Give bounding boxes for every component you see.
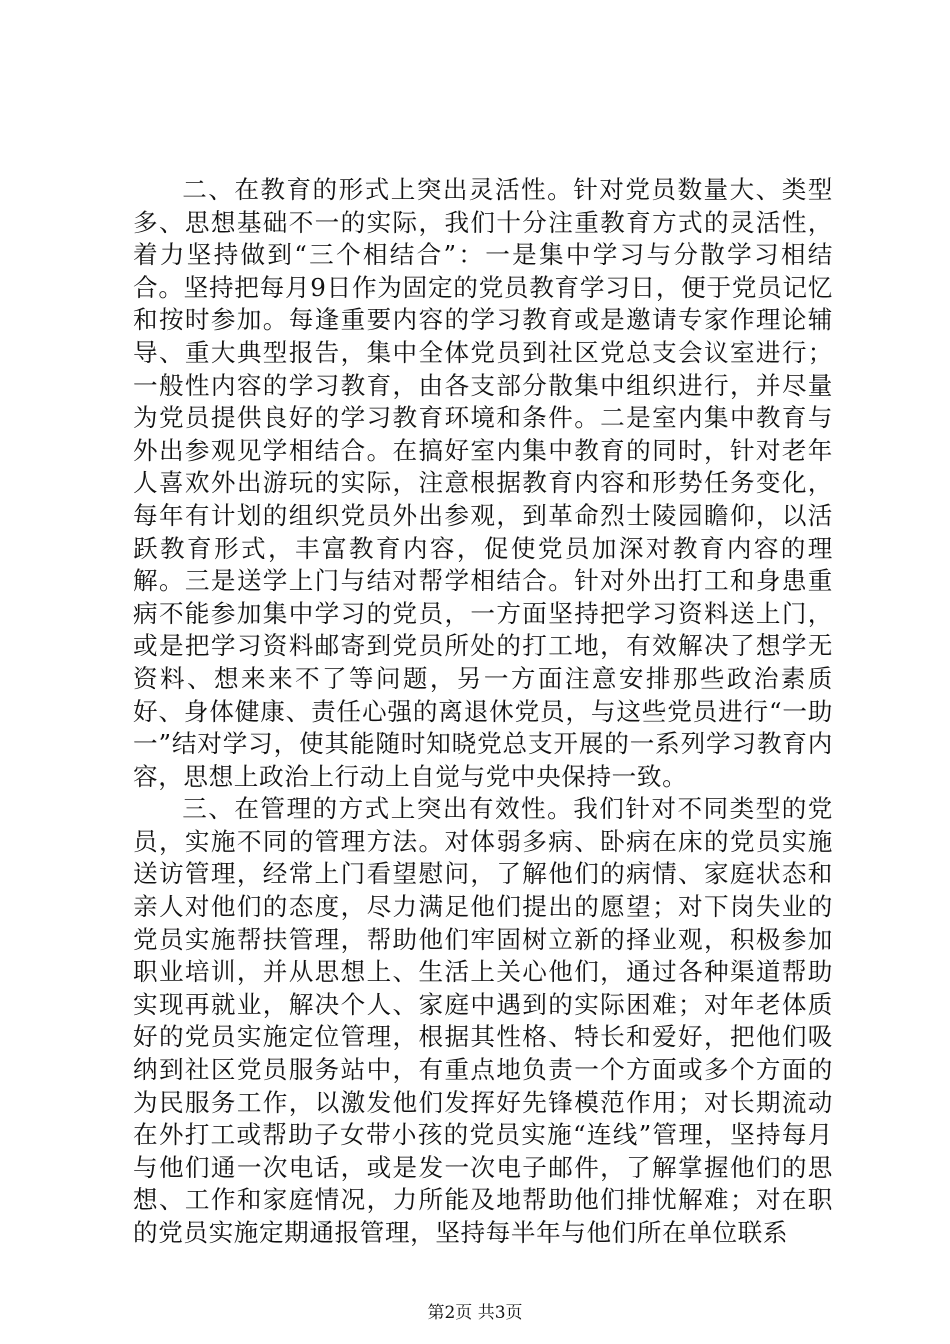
paragraph-management-method: 三、在管理的方式上突出有效性。我们针对不同类型的党员，实施不同的管理方法。对体弱多病、卧病在床的党员实施送访管理，经常上门看望慰问，了解他们的病情、家庭状态和亲人对他们的态度，尽力满足他们提出的愿望；对下岗失业的党员实施帮扶管理，帮助他们牢固树立新的择业观，积极参加职业培训，并从思想上、生活上关心他们，通过各种渠道帮助实现再就业，解决个人、家庭中遇到的实际困难；对年老体质好的党员实施定位管理，根据其性格、特长和爱好，把他们吸纳到社区党员服务站中，有重点地负责一个方面或多个方面的为民服务工作，以激发他们发挥好先锋模范作用；对长期流动在外打工或帮助子女带小孩的党员实施“连线”管理，坚持每月与他们通一次电话，或是发一次电子邮件，了解掌握他们的思想、工作和家庭情况，力所能及地帮助他们排忧解难；对在职的党员实施定期通报管理，坚持每半年与他们所在单位联系 — [133, 794, 833, 1247]
page-footer: 第2页 共3页 — [427, 1303, 523, 1323]
document-body — [133, 174, 833, 1250]
paragraph-education-form: 二、在教育的形式上突出灵活性。针对党员数量大、类型多、思想基础不一的实际，我们十分注重教育方式的灵活性，着力坚持做到“三个相结合”：一是集中学习与分散学习相结合。坚持把每月9日作为固定的党员教育学习日，便于党员记忆和按时参加。每逢重要内容的学习教育或是邀请专家作理论辅导、重大典型报告，集中全体党员到社区党总支会议室进行；一般性内容的学习教育，由各支部分散集中组织进行，并尽量为党员提供良好的学习教育环境和条件。二是室内集中教育与外出参观见学相结合。在搞好室内集中教育的同时，针对老年人喜欢外出游玩的实际，注意根据教育内容和形势任务变化，每年有计划的组织党员外出参观，到革命烈士陵园瞻仰，以活跃教育形式，丰富教育内容，促使党员加深对教育内容的理解。三是送学上门与结对帮学相结合。针对外出打工和身患重病不能参加集中学习的党员，一方面坚持把学习资料送上门，或是把学习资料邮寄到党员所处的打工地，有效解决了想学无资料、想来来不了等问题，另一方面注意安排那些政治素质好、身体健康、责任心强的离退休党员，与这些党员进行“一助一”结对学习，使其能随时知晓党总支开展的一系列学习教育内容，思想上政治上行动上自觉与党中央保持一致。 — [133, 175, 833, 791]
